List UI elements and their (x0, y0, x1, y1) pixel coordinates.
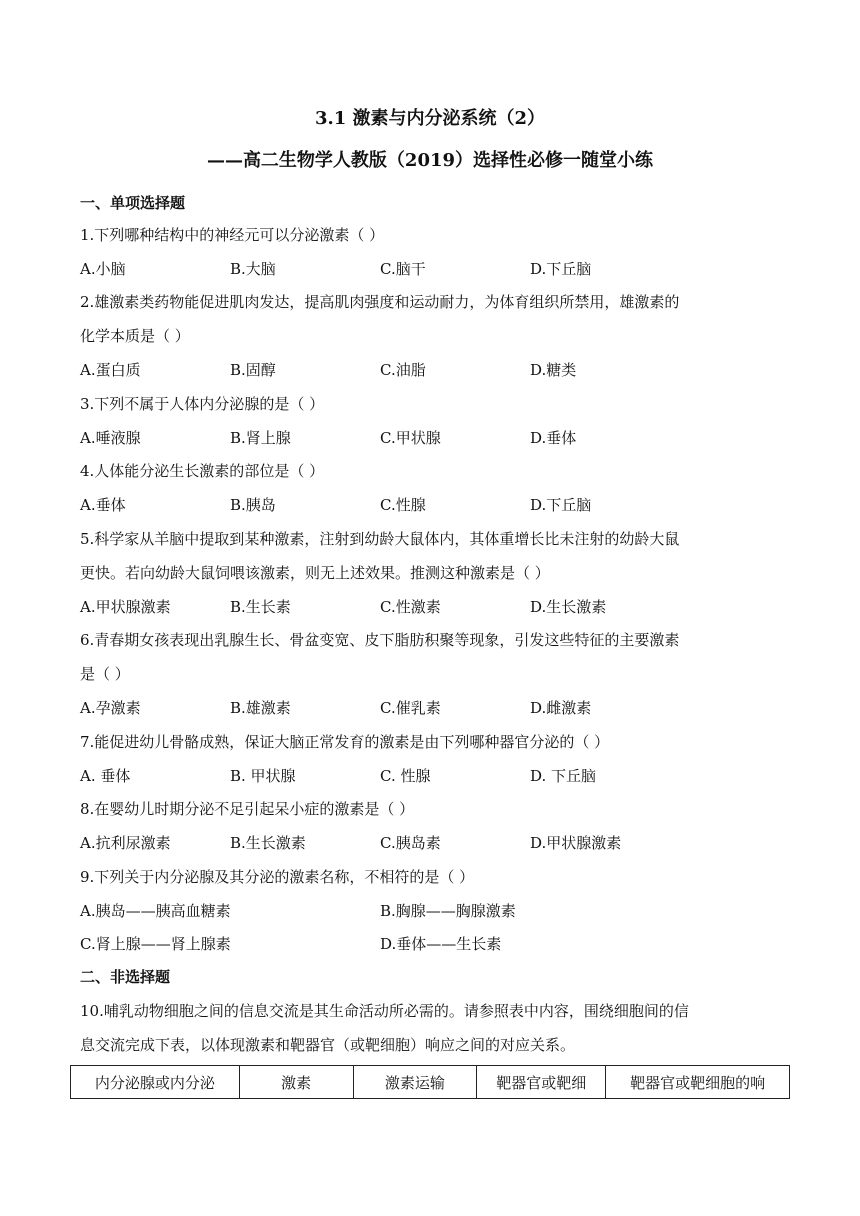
question-9-options-row1 (80, 900, 780, 922)
option-b: B.雄激素 (230, 699, 291, 717)
question-9-options-row2 (80, 933, 780, 955)
option-c: C. 性腺 (380, 767, 431, 785)
option-d: D. 下丘脑 (530, 767, 597, 785)
option-d: D.下丘脑 (530, 260, 592, 278)
option-c: C.油脂 (380, 361, 426, 379)
option-b: B.生长激素 (230, 834, 306, 852)
option-c: C.肾上腺——肾上腺素 (80, 935, 231, 953)
question-1-stem: 1.下列哪种结构中的神经元可以分泌激素（ ） (80, 226, 385, 244)
option-a: A.唾液腺 (80, 429, 141, 447)
option-b: B.大脑 (230, 260, 276, 278)
option-b: B.生长素 (230, 598, 291, 616)
question-5-stem-line2: 更快。若向幼龄大鼠饲喂该激素，则无上述效果。推测这种激素是（ ） (80, 564, 550, 582)
option-b: B.肾上腺 (230, 429, 291, 447)
question-2-options (80, 359, 780, 381)
question-4-stem: 4.人体能分泌生长激素的部位是（ ） (80, 462, 325, 480)
question-2-stem-line2: 化学本质是（ ） (80, 327, 190, 345)
option-c: C.脑干 (380, 260, 426, 278)
question-4-options (80, 494, 780, 516)
question-7-options (80, 765, 780, 787)
question-8-stem: 8.在婴幼儿时期分泌不足引起呆小症的激素是（ ） (80, 800, 415, 818)
question-3-stem: 3.下列不属于人体内分泌腺的是（ ） (80, 395, 325, 413)
option-b: B. 甲状腺 (230, 767, 296, 785)
option-a: A.蛋白质 (80, 361, 141, 379)
option-d: D.下丘脑 (530, 496, 592, 514)
question-6-stem-line2: 是（ ） (80, 665, 130, 683)
option-c: C.性激素 (380, 598, 441, 616)
option-b: B.固醇 (230, 361, 276, 379)
option-a: A.甲状腺激素 (80, 598, 171, 616)
option-d: D.垂体——生长素 (380, 935, 502, 953)
option-a: A. 垂体 (80, 767, 131, 785)
answer-table (70, 1065, 790, 1099)
question-5-stem-line1: 5.科学家从羊脑中提取到某种激素，注射到幼龄大鼠体内，其体重增长比未注射的幼龄大鼠 (80, 530, 680, 548)
table-header-cell: 激素 (239, 1066, 353, 1099)
option-d: D.垂体 (530, 429, 577, 447)
option-b: B.胸腺——胸腺激素 (380, 902, 516, 920)
question-9-stem: 9.下列关于内分泌腺及其分泌的激素名称，不相符的是（ ） (80, 868, 475, 886)
option-d: D.雌激素 (530, 699, 592, 717)
option-b: B.胰岛 (230, 496, 276, 514)
question-8-options (80, 832, 780, 854)
option-c: C.性腺 (380, 496, 426, 514)
option-d: D.甲状腺激素 (530, 834, 622, 852)
option-c: C.甲状腺 (380, 429, 441, 447)
table-header-cell: 内分泌腺或内分泌 (71, 1066, 240, 1099)
section-heading-single-choice: 一、单项选择题 (80, 194, 186, 212)
question-6-stem-line1: 6.青春期女孩表现出乳腺生长、骨盆变宽、皮下脂肪积聚等现象，引发这些特征的主要激素 (80, 631, 680, 649)
question-10-stem-line1: 10.哺乳动物细胞之间的信息交流是其生命活动所必需的。请参照表中内容，围绕细胞间的信 (80, 1002, 689, 1020)
table-header-row (71, 1066, 790, 1099)
option-a: A.垂体 (80, 496, 126, 514)
table-header-cell: 激素运输 (353, 1066, 477, 1099)
question-5-options (80, 596, 780, 618)
option-c: C.胰岛素 (380, 834, 441, 852)
page-subtitle: ——高二生物学人教版（2019）选择性必修一随堂小练 (206, 150, 654, 171)
option-a: A.胰岛——胰高血糖素 (80, 902, 231, 920)
question-7-stem: 7.能促进幼儿骨骼成熟，保证大脑正常发育的激素是由下列哪种器官分泌的（ ） (80, 733, 610, 751)
page-title: 3.1 激素与内分泌系统（2） (314, 108, 546, 129)
section-heading-non-choice: 二、非选择题 (80, 968, 171, 986)
question-10-stem-line2: 息交流完成下表，以体现激素和靶器官（或靶细胞）响应之间的对应关系。 (80, 1036, 576, 1054)
option-c: C.催乳素 (380, 699, 441, 717)
option-a: A.孕激素 (80, 699, 141, 717)
question-6-options (80, 697, 780, 719)
option-a: A.小脑 (80, 260, 126, 278)
question-1-options (80, 258, 780, 280)
table-header-cell: 靶器官或靶细 (477, 1066, 606, 1099)
option-a: A.抗利尿激素 (80, 834, 171, 852)
option-d: D.糖类 (530, 361, 577, 379)
question-3-options (80, 427, 780, 449)
table-header-cell: 靶器官或靶细胞的响 (606, 1066, 790, 1099)
question-2-stem-line1: 2.雄激素类药物能促进肌肉发达，提高肌肉强度和运动耐力，为体育组织所禁用，雄激素的 (80, 293, 680, 311)
option-d: D.生长激素 (530, 598, 607, 616)
